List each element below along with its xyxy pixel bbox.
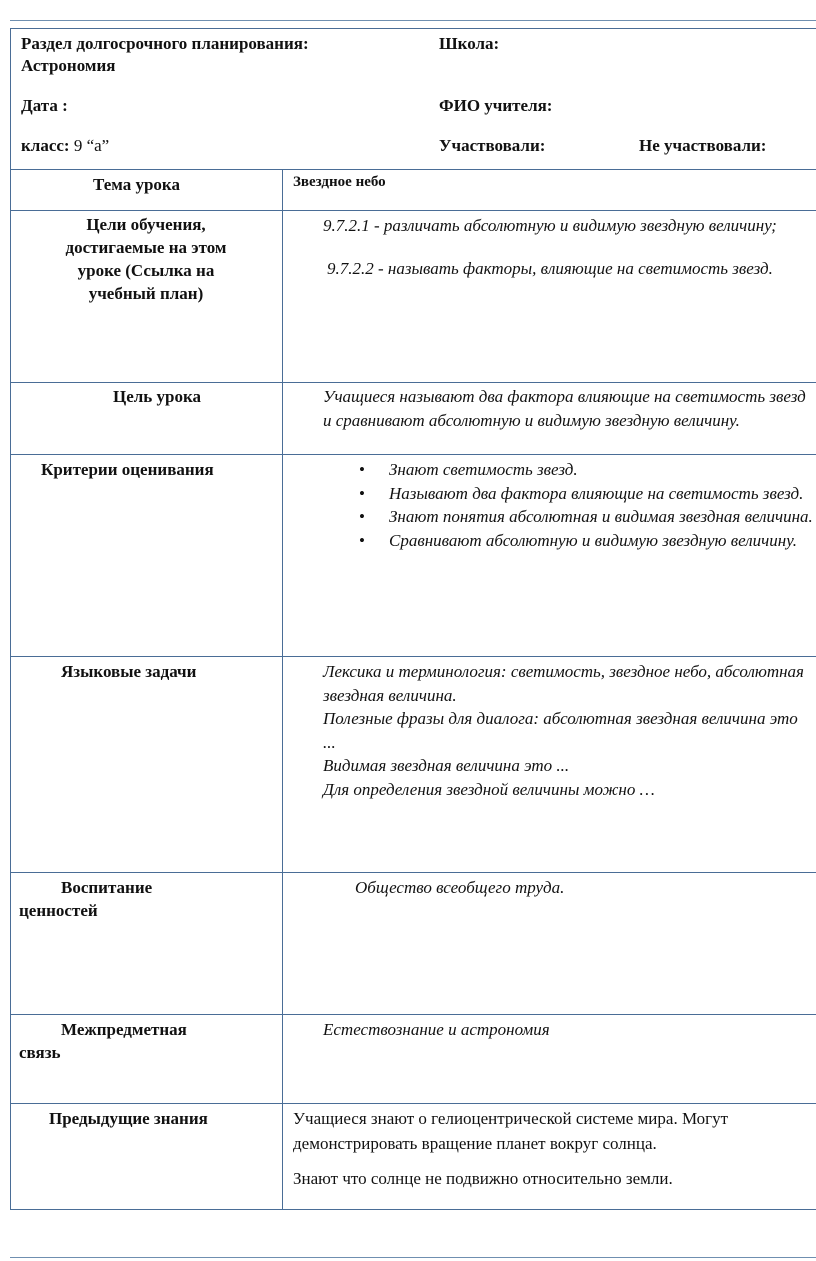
class-field xyxy=(21,135,109,157)
prior-label: Предыдущие знания xyxy=(49,1109,208,1128)
section-field xyxy=(21,33,401,77)
prior-line: Учащиеся знают о гелиоцентрической системе мира. Могут демонстрировать вращение планет вокруг солнца. xyxy=(293,1109,729,1153)
language-line: Видимая звездная величина это ... xyxy=(323,756,570,775)
row-cross-curricular xyxy=(11,1015,816,1104)
row-topic xyxy=(11,170,816,211)
teacher-label: ФИО учителя: xyxy=(439,96,553,115)
values-value: Общество всеобщего труда. xyxy=(355,878,565,897)
row-language xyxy=(11,657,816,873)
topic-label: Тема урока xyxy=(93,175,180,194)
class-label: класс: xyxy=(21,136,70,155)
language-line: Полезные фразы для диалога: абсолютная звездная величина это ... xyxy=(323,709,798,752)
row-criteria xyxy=(11,455,816,657)
participated-label: Участвовали: xyxy=(439,136,546,155)
prior-line: Знают что солнце не подвижно относительно земли. xyxy=(293,1169,673,1188)
criteria-list xyxy=(323,458,816,552)
cross-label xyxy=(19,1018,259,1064)
class-value: 9 “а” xyxy=(73,136,110,155)
row-values xyxy=(11,873,816,1015)
values-label xyxy=(19,876,259,922)
section-label: Раздел долгосрочного планирования: xyxy=(21,34,309,53)
cross-value: Естествознание и астрономия xyxy=(323,1020,550,1039)
cross-label-line: связь xyxy=(19,1043,61,1062)
objective-item: 9.7.2.2 - называть факторы, влияющие на светимость звезд. xyxy=(327,258,773,278)
row-objectives xyxy=(11,211,816,383)
school-label: Школа: xyxy=(439,34,500,53)
language-line: Для определения звездной величины можно … xyxy=(323,779,655,799)
row-prior-knowledge xyxy=(11,1104,816,1209)
not-participated-label: Не участвовали: xyxy=(639,136,767,155)
objective-item: 9.7.2.1 - различать абсолютную и видимую звездную величину; xyxy=(323,216,777,235)
language-label: Языковые задачи xyxy=(61,662,197,681)
values-label-line: ценностей xyxy=(19,901,98,920)
criteria-item: • Сравнивают абсолютную и видимую звездную величину. xyxy=(323,529,816,553)
section-value: Астрономия xyxy=(21,56,116,75)
lesson-goal-label: Цель урока xyxy=(113,387,202,406)
objectives-label-line: учебный план) xyxy=(88,284,204,303)
date-label: Дата : xyxy=(21,96,68,115)
row-lesson-goal xyxy=(11,383,816,455)
topic-value: Звездное небо xyxy=(293,174,386,190)
criteria-label: Критерии оценивания xyxy=(41,460,214,479)
objectives-label-line: Цели обучения, xyxy=(86,215,206,234)
prior-value xyxy=(293,1106,816,1191)
objectives-value xyxy=(323,214,813,280)
objectives-label-line: уроке (Ссылка на xyxy=(77,261,215,280)
language-line: Лексика и терминология: светимость, звездное небо, абсолютная звездная величина. xyxy=(323,662,804,705)
objectives-label xyxy=(15,213,277,305)
lesson-plan-table xyxy=(10,28,816,1210)
values-label-line: Воспитание xyxy=(61,878,153,897)
header-block xyxy=(11,29,816,170)
lesson-goal-value: Учащиеся называют два фактора влияющие на светимость звезд и сравнивают абсолютную и видимую звездную величину. xyxy=(323,387,806,430)
bottom-rule xyxy=(10,1257,816,1258)
top-rule xyxy=(10,20,816,21)
criteria-item: • Знают светимость звезд. xyxy=(323,458,816,482)
cross-label-line: Межпредметная xyxy=(61,1020,187,1039)
language-value xyxy=(323,660,813,801)
criteria-item: • Знают понятия абсолютная и видимая звездная величина. xyxy=(323,505,816,529)
objectives-label-line: достигаемые на этом xyxy=(65,238,227,257)
criteria-item: • Называют два фактора влияющие на светимость звезд. xyxy=(323,482,816,506)
